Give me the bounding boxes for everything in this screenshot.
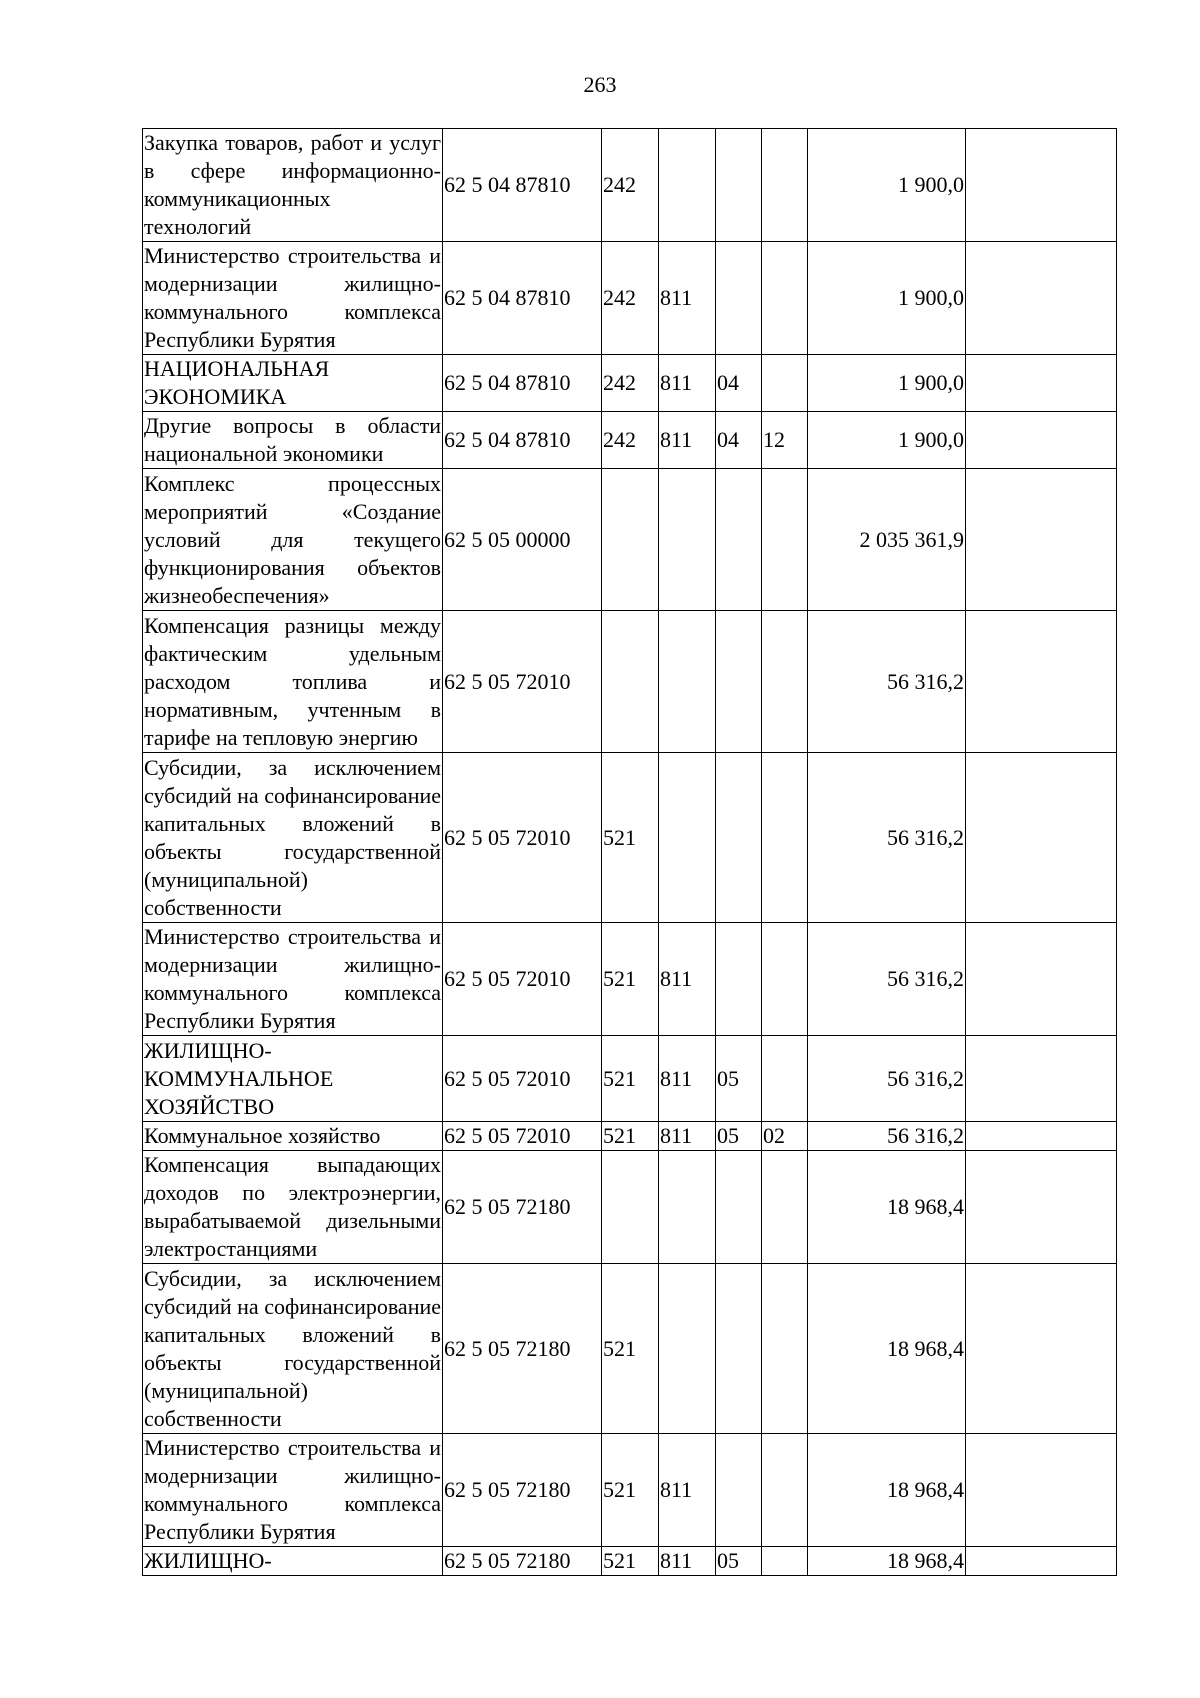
- table-row: [143, 129, 1117, 242]
- subsection-cell: [762, 1434, 808, 1547]
- section-cell: 05: [716, 1122, 762, 1151]
- empty-cell: [966, 611, 1117, 753]
- empty-cell: [966, 923, 1117, 1036]
- subsection-cell: [762, 1036, 808, 1122]
- manager-code-cell: 811: [659, 242, 716, 355]
- subsection-cell: 12: [762, 412, 808, 469]
- subsection-cell: [762, 1151, 808, 1264]
- section-cell: [716, 1434, 762, 1547]
- row-name-cell: Закупка товаров, работ и услуг в сфере информационно-коммуникационных технологий: [143, 129, 443, 242]
- empty-cell: [966, 1122, 1117, 1151]
- target-article-cell: 62 5 05 72180: [443, 1151, 602, 1264]
- target-article-cell: 62 5 05 72010: [443, 753, 602, 923]
- expense-type-cell: 242: [602, 242, 659, 355]
- amount-cell: 56 316,2: [808, 753, 966, 923]
- row-name-cell: Компенсация разницы между фактическим удельным расходом топлива и нормативным, учтенным в тарифе на тепловую энергию: [143, 611, 443, 753]
- subsection-cell: [762, 923, 808, 1036]
- amount-cell: 56 316,2: [808, 1122, 966, 1151]
- section-cell: [716, 129, 762, 242]
- amount-cell: 2 035 361,9: [808, 469, 966, 611]
- manager-code-cell: 811: [659, 923, 716, 1036]
- target-article-cell: 62 5 04 87810: [443, 242, 602, 355]
- section-cell: [716, 242, 762, 355]
- row-name-cell: Коммунальное хозяйство: [143, 1122, 443, 1151]
- empty-cell: [966, 753, 1117, 923]
- table-row: [143, 355, 1117, 412]
- table-row: [143, 923, 1117, 1036]
- row-name-cell: Министерство строительства и модернизации жилищно-коммунального комплекса Республики Бурятия: [143, 242, 443, 355]
- amount-cell: 1 900,0: [808, 355, 966, 412]
- empty-cell: [966, 1434, 1117, 1547]
- expense-type-cell: [602, 469, 659, 611]
- manager-code-cell: 811: [659, 412, 716, 469]
- manager-code-cell: [659, 469, 716, 611]
- budget-table: [142, 128, 1117, 1576]
- row-name-cell: ЖИЛИЩНО-КОММУНАЛЬНОЕ ХОЗЯЙСТВО: [143, 1036, 443, 1122]
- empty-cell: [966, 242, 1117, 355]
- section-cell: [716, 1151, 762, 1264]
- amount-cell: 56 316,2: [808, 923, 966, 1036]
- empty-cell: [966, 1036, 1117, 1122]
- table-row: [143, 1547, 1117, 1576]
- amount-cell: 18 968,4: [808, 1434, 966, 1547]
- expense-type-cell: 242: [602, 129, 659, 242]
- table-row: [143, 1122, 1117, 1151]
- manager-code-cell: [659, 1264, 716, 1434]
- manager-code-cell: 811: [659, 1122, 716, 1151]
- expense-type-cell: 242: [602, 412, 659, 469]
- expense-type-cell: [602, 1151, 659, 1264]
- empty-cell: [966, 355, 1117, 412]
- table-row: [143, 1434, 1117, 1547]
- expense-type-cell: 521: [602, 1547, 659, 1576]
- expense-type-cell: 521: [602, 1434, 659, 1547]
- section-cell: 04: [716, 412, 762, 469]
- section-cell: 05: [716, 1036, 762, 1122]
- table-row: [143, 242, 1117, 355]
- expense-type-cell: 521: [602, 1264, 659, 1434]
- amount-cell: 1 900,0: [808, 242, 966, 355]
- section-cell: 04: [716, 355, 762, 412]
- manager-code-cell: 811: [659, 355, 716, 412]
- subsection-cell: [762, 1264, 808, 1434]
- target-article-cell: 62 5 05 00000: [443, 469, 602, 611]
- section-cell: 05: [716, 1547, 762, 1576]
- subsection-cell: [762, 753, 808, 923]
- table-row: [143, 753, 1117, 923]
- empty-cell: [966, 1264, 1117, 1434]
- row-name-cell: Субсидии, за исключением субсидий на софинансирование капитальных вложений в объекты государственной (муниципальной) собственности: [143, 1264, 443, 1434]
- manager-code-cell: 811: [659, 1547, 716, 1576]
- section-cell: [716, 469, 762, 611]
- table-row: [143, 1151, 1117, 1264]
- amount-cell: 56 316,2: [808, 1036, 966, 1122]
- row-name-cell: Другие вопросы в области национальной экономики: [143, 412, 443, 469]
- section-cell: [716, 611, 762, 753]
- table-row: [143, 412, 1117, 469]
- expense-type-cell: 521: [602, 1036, 659, 1122]
- manager-code-cell: [659, 1151, 716, 1264]
- empty-cell: [966, 129, 1117, 242]
- section-cell: [716, 1264, 762, 1434]
- subsection-cell: [762, 611, 808, 753]
- row-name-cell: Субсидии, за исключением субсидий на софинансирование капитальных вложений в объекты государственной (муниципальной) собственности: [143, 753, 443, 923]
- row-name-cell: Министерство строительства и модернизации жилищно-коммунального комплекса Республики Бурятия: [143, 1434, 443, 1547]
- table-row: [143, 1036, 1117, 1122]
- empty-cell: [966, 469, 1117, 611]
- subsection-cell: [762, 1547, 808, 1576]
- expense-type-cell: [602, 611, 659, 753]
- target-article-cell: 62 5 04 87810: [443, 412, 602, 469]
- amount-cell: 18 968,4: [808, 1547, 966, 1576]
- amount-cell: 18 968,4: [808, 1151, 966, 1264]
- expense-type-cell: 521: [602, 753, 659, 923]
- manager-code-cell: [659, 611, 716, 753]
- target-article-cell: 62 5 05 72010: [443, 923, 602, 1036]
- empty-cell: [966, 1151, 1117, 1264]
- manager-code-cell: 811: [659, 1036, 716, 1122]
- table-row: [143, 469, 1117, 611]
- row-name-cell: Компенсация выпадающих доходов по электроэнергии, вырабатываемой дизельными электростанциями: [143, 1151, 443, 1264]
- target-article-cell: 62 5 05 72180: [443, 1547, 602, 1576]
- table-body: [143, 129, 1117, 1576]
- manager-code-cell: [659, 753, 716, 923]
- target-article-cell: 62 5 05 72180: [443, 1434, 602, 1547]
- row-name-cell: Комплекс процессных мероприятий «Создание условий для текущего функционирования объектов жизнеобеспечения»: [143, 469, 443, 611]
- target-article-cell: 62 5 04 87810: [443, 129, 602, 242]
- table-row: [143, 611, 1117, 753]
- amount-cell: 1 900,0: [808, 412, 966, 469]
- subsection-cell: 02: [762, 1122, 808, 1151]
- row-name-cell: НАЦИОНАЛЬНАЯ ЭКОНОМИКА: [143, 355, 443, 412]
- empty-cell: [966, 412, 1117, 469]
- expense-type-cell: 521: [602, 923, 659, 1036]
- target-article-cell: 62 5 04 87810: [443, 355, 602, 412]
- manager-code-cell: [659, 129, 716, 242]
- empty-cell: [966, 1547, 1117, 1576]
- subsection-cell: [762, 469, 808, 611]
- page-number: 263: [583, 72, 617, 97]
- row-name-cell: ЖИЛИЩНО-: [143, 1547, 443, 1576]
- amount-cell: 56 316,2: [808, 611, 966, 753]
- table-row: [143, 1264, 1117, 1434]
- amount-cell: 18 968,4: [808, 1264, 966, 1434]
- target-article-cell: 62 5 05 72010: [443, 1036, 602, 1122]
- section-cell: [716, 753, 762, 923]
- subsection-cell: [762, 355, 808, 412]
- target-article-cell: 62 5 05 72010: [443, 611, 602, 753]
- subsection-cell: [762, 242, 808, 355]
- row-name-cell: Министерство строительства и модернизации жилищно-коммунального комплекса Республики Бурятия: [143, 923, 443, 1036]
- section-cell: [716, 923, 762, 1036]
- target-article-cell: 62 5 05 72180: [443, 1264, 602, 1434]
- expense-type-cell: 521: [602, 1122, 659, 1151]
- manager-code-cell: 811: [659, 1434, 716, 1547]
- expense-type-cell: 242: [602, 355, 659, 412]
- target-article-cell: 62 5 05 72010: [443, 1122, 602, 1151]
- amount-cell: 1 900,0: [808, 129, 966, 242]
- subsection-cell: [762, 129, 808, 242]
